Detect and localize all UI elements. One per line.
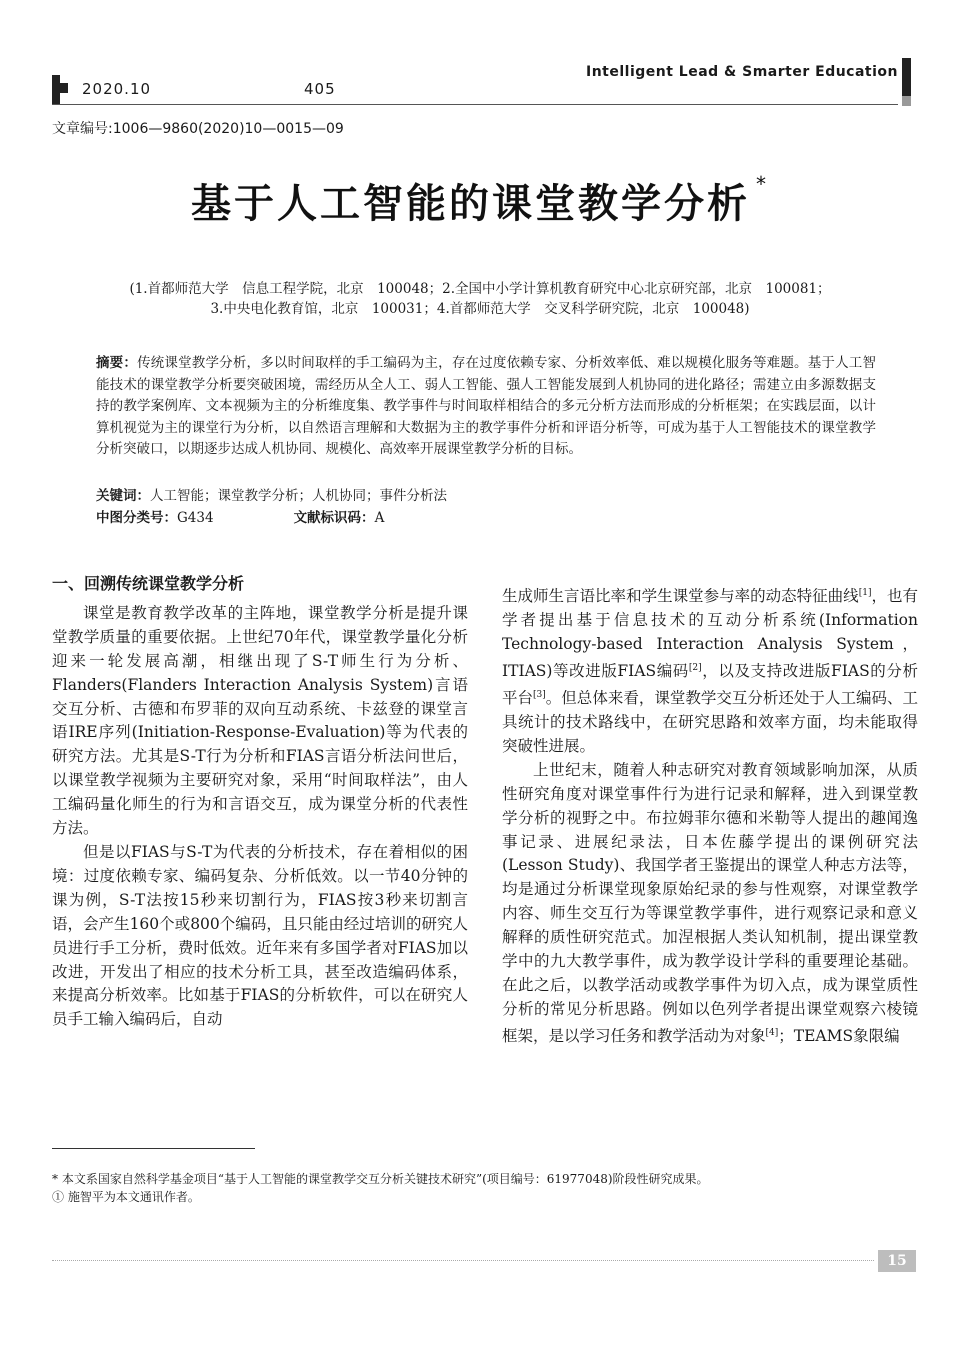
citation-ref: [2] <box>688 662 702 673</box>
abstract <box>96 353 876 461</box>
keywords <box>96 486 876 508</box>
affiliation-line-2: 3.中央电化教育馆，北京 100031；4.首都师范大学 交叉科学研究院，北京 100048) <box>210 301 750 317</box>
footnote-corresponding: ① 施智平为本文通讯作者。 <box>52 1190 200 1204</box>
abstract-label: 摘要： <box>96 355 138 371</box>
article-title <box>0 172 960 229</box>
body-paragraph <box>502 759 918 1049</box>
journal-name: Intelligent Lead & Smarter Education <box>585 64 898 80</box>
text-run: 生成师生言语比率和学生课堂参与率的动态特征曲线 <box>502 587 859 606</box>
footnote-funding: * 本文系国家自然科学基金项目“基于人工智能的课堂教学交互分析关键技术研究”(项目编号：61977048)阶段性研究成果。 <box>52 1172 709 1186</box>
header-decor-block <box>52 75 60 105</box>
affiliation-line-1: (1.首都师范大学 信息工程学院，北京 100048；2.全国中小学计算机教育研究中心北京研究部，北京 100081； <box>129 281 831 297</box>
header-decor-block <box>60 83 68 93</box>
doc-code-value: A <box>374 510 385 526</box>
header-decor-block <box>902 96 911 106</box>
body-column-right <box>502 582 918 1049</box>
body-paragraph: 课堂是教育教学改革的主阵地，课堂教学分析是提升课堂教学质量的重要依据。上世纪70年代，课堂教学量化分析迎来一轮发展高潮，相继出现了S-T师生行为分析、Flanders(Flanders Interaction Analysis System)言语交互分析、古德和布罗菲的双向互动系统、卡兹登的课堂言语IRE序列(Initiation-Response-Evaluation)等为代表的研究方法。尤其是S-T行为分析和FIAS言语分析法问世后，以课堂教学视频为主要研究对象，采用“时间取样法”，由人工编码量化师生的行为和言语交互，成为课堂分析的代表性方法。 <box>52 603 468 838</box>
citation-ref: [3] <box>533 689 546 700</box>
clc-value: G434 <box>177 510 214 526</box>
body-paragraph <box>502 582 918 759</box>
title-footnote-mark: * <box>756 172 769 196</box>
body-paragraph: 但是以FIAS与S-T为代表的分析技术，存在着相似的困境：过度依赖专家、编码复杂、分析低效。以一节40分钟的课为例，S-T法按15秒来切割行为，FIAS按3秒来切割言语，会产生160个或800个编码，且只能由经过培训的研究人员进行手工分析，费时低效。近年来有多国学者对FIAS加以改进，开发出了相应的技术分析工具，甚至改造编码体系，来提高分析效率。比如基于FIAS的分析软件，可以在研究人员手工输入编码后，自动 <box>52 842 468 1029</box>
page-number: 15 <box>878 1250 916 1272</box>
footer-rule <box>52 1260 874 1262</box>
keywords-text: 人工智能；课堂教学分析；人机协同；事件分析法 <box>150 488 447 504</box>
header-decor-block <box>902 58 911 96</box>
text-run: 。但总体来看，课堂教学交互分析还处于人工编码、工具统计的技术路线中，在研究思路和效率方面，均未能取得突破性进展。 <box>502 689 918 755</box>
text-run: ，以及支持改进版FIAS的分析平台 <box>502 662 918 708</box>
classification <box>96 508 876 530</box>
citation-ref: [1] <box>858 588 872 598</box>
body-column-left <box>52 572 468 1032</box>
text-run: ，也有学者提出基于信息技术的互动分析系统(Information Technology-based Interaction Analysis System，ITIAS)等改进版FIAS编码 <box>502 587 918 681</box>
section-heading: 一、回溯传统课堂教学分析 <box>52 574 245 593</box>
citation-ref: [4] <box>765 1027 779 1038</box>
doc-code-label: 文献标识码： <box>293 510 375 526</box>
text-run: ；TEAMS象限编 <box>778 1026 900 1045</box>
clc-label: 中图分类号： <box>96 510 177 526</box>
title-text: 基于人工智能的课堂教学分析 <box>191 181 750 227</box>
header-rule <box>52 104 898 105</box>
issue-date: 2020.10 <box>82 80 152 98</box>
article-number: 文章编号:1006—9860(2020)10—0015—09 <box>52 121 344 137</box>
text-run: 上世纪末，随着人种志研究对教育领域影响加深，从质性研究角度对课堂事件行为进行记录和解释，进入到课堂教学分析的视野之中。布拉姆菲尔德和米勒等人提出的趣闻逸事记录、进展纪录法，日本佐藤学提出的课例研究法(Lesson Study)、我国学者王鉴提出的课堂人种志方法等，均是通过分析课堂现象原始纪录的参与性观察，对课堂教学内容、师生交互行为等课堂教学事件，进行观察记录和意义解释的质性研究范式。加涅根据人类认知机制，提出课堂教学中的九大教学事件，成为教学设计学科的重要理论基础。在此之后，以教学活动或教学事件为切入点，成为课堂质性分析的常见分析思路。例如以色列学者提出课堂观察六棱镜框架，是以学习任务和教学活动为对象 <box>502 760 918 1045</box>
keywords-label: 关键词： <box>96 488 150 504</box>
abstract-text: 传统课堂教学分析，多以时间取样的手工编码为主，存在过度依赖专家、分析效率低、难以规模化服务等难题。基于人工智能技术的课堂教学分析要突破困境，需经历从全人工、弱人工智能、强人工智能发展到人机协同的进化路径；需建立由多源数据支持的教学案例库、文本视频为主的分析维度集、教学事件与时间取样相结合的多元分析方法而形成的分析框架；在实践层面，以计算机视觉为主的课堂行为分析，以自然语言理解和大数据为主的教学事件分析和评语分析等，可成为基于人工智能技术的课堂教学分析突破口，以期逐步达成人机协同、规模化、高效率开展课堂教学分析的目标。 <box>96 355 876 457</box>
footnote-rule <box>52 1148 255 1149</box>
issue-volume: 405 <box>304 80 336 98</box>
